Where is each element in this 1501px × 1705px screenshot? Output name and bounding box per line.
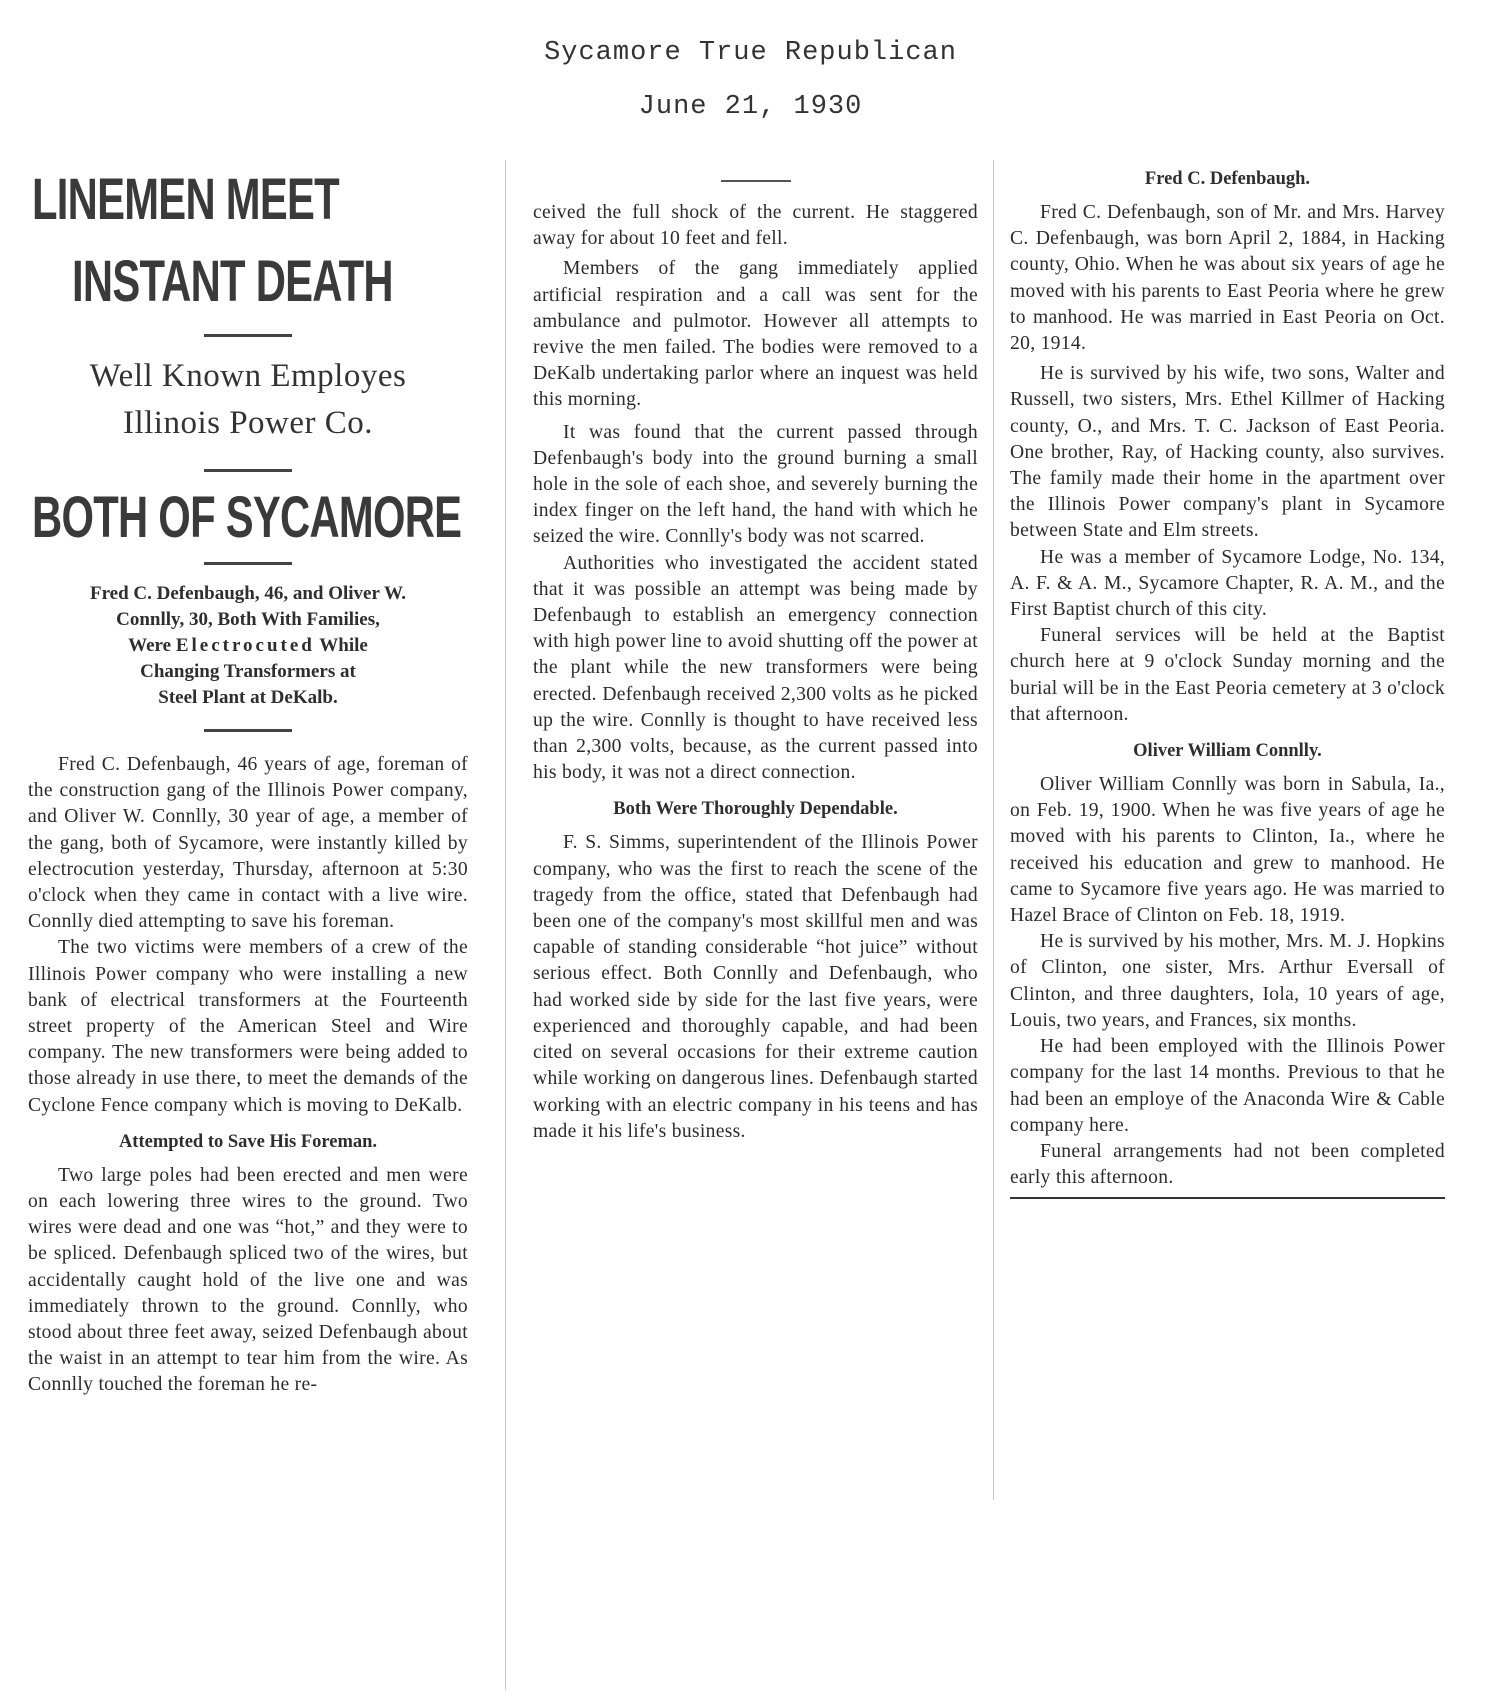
article-paragraph: Members of the gang immediately applied artificial respiration and a call was sent for the ambulance and pulmotor. However all attempts to revive the men failed. The bodies were removed to a DeKalb undertaking parlor where an inquest was held this morning. <box>533 258 978 411</box>
article-column-1 <box>28 160 468 1399</box>
obituary-heading-defenbaugh: Fred C. Defenbaugh. <box>1144 169 1311 189</box>
headline-line-2: INSTANT DEATH <box>72 249 393 314</box>
obituary-paragraph: He is survived by his wife, two sons, Walter and Russell, two sisters, Mrs. Ethel Killmer of Hacking county, O., and Mrs. T. C. Jackson of East Peoria. One brother, Ray, of Hacking county, also survives. The family made their home in the apartment over the Illinois Power company's plant in Sycamore between State and Elm streets. <box>1010 363 1445 542</box>
summary-divider <box>204 729 292 732</box>
headline-line-3: BOTH OF SYCAMORE <box>32 485 462 550</box>
article-paragraph: Authorities who investigated the accident stated that it was possible an attempt was being made by Defenbaugh to establish an emergency connection with high power line to avoid shutting off the power at the plant while the new transformers were being erected. Defenbaugh received 2,300 volts as he picked up the wire. Connlly is thought to have received less than 2,300 volts, because, as the current passed into his body, it was not a direct connection. <box>533 552 978 784</box>
headline-line-1: LINEMEN MEET <box>32 167 339 232</box>
article-paragraph: Fred C. Defenbaugh, 46 years of age, foreman of the construction gang of the Illinois Power company, and Oliver W. Connlly, 30 year of age, a member of the gang, both of Sycamore, were instantly killed by electrocution yesterday, Thursday, afternoon at 5:30 o'clock when they came in contact with a live wire. Connlly died attempting to save his foreman. <box>28 754 468 933</box>
newspaper-name: Sycamore True Republican <box>544 38 957 68</box>
obituary-paragraph: Fred C. Defenbaugh, son of Mr. and Mrs. Harvey C. Defenbaugh, was born April 2, 1884, in Hacking county, Ohio. When he was about six years of age he moved with his parents to East Peoria where he grew to manhood. He was married in East Peoria on Oct. 20, 1914. <box>1010 202 1445 355</box>
article-end-rule <box>1010 1197 1445 1199</box>
summary-word: Were <box>128 635 172 656</box>
deck-headline-1: Well Known Employes <box>89 358 407 394</box>
article-paragraph: It was found that the current passed through Defenbaugh's body into the ground burning a small hole in the sole of each shoe, and severely burning the index finger on the left hand, the hand with which he seized the wire. Connlly's body was not scarred. <box>533 421 978 548</box>
obituary-paragraph: Funeral services will be held at the Baptist church here at 9 o'clock Sunday morning and the burial will be in the East Peoria cemetery at 3 o'clock that afternoon. <box>1010 625 1445 725</box>
section-subhead: Both Were Thoroughly Dependable. <box>613 799 898 820</box>
column-top-rule <box>721 180 791 182</box>
summary-word-spaced: Electrocuted <box>175 635 315 656</box>
obituary-paragraph: He is survived by his mother, Mrs. M. J. Hopkins of Clinton, one sister, Mrs. Arthur Eversall of Clinton, and three daughters, Iola, 10 years of age, Louis, two years, and Frances, six months. <box>1010 931 1445 1031</box>
article-paragraph: F. S. Simms, superintendent of the Illinois Power company, who was the first to reach the scene of the tragedy from the office, stated that Defenbaugh had been one of the company's most skillful men and was capable of standing considerable “hot juice” without serious effect. Both Connlly and Defenbaugh, who had worked side by side for the last five years, were experienced and thoroughly capable, and had been cited on several occasions for their extreme caution while working on dangerous lines. Defenbaugh started working with an electric company in his teens and has made it his life's business. <box>533 832 978 1142</box>
obituary-paragraph: Oliver William Connlly was born in Sabula, Ia., on Feb. 19, 1900. When he was five years of age he moved with his parents to Clinton, Ia., where he received his education and grew to manhood. He came to Sycamore five years ago. He was married to Hazel Brace of Clinton on Feb. 18, 1919. <box>1010 774 1445 927</box>
article-paragraph: Two large poles had been erected and men were on each lowering three wires to the ground. Two wires were dead and one was “hot,” and they were to be spliced. Defenbaugh spliced two of the wires, but accidentally caught hold of the live one and was immediately thrown to the ground. Connlly, who stood about three feet away, seized Defenbaugh about the waist in an attempt to tear him from the wire. As Connlly touched the foreman he re- <box>28 1164 468 1396</box>
obituary-paragraph: He had been employed with the Illinois Power company for the last 14 months. Previous to that he had been an employe of the Anaconda Wire & Cable company here. <box>1010 1036 1445 1136</box>
publication-date: June 21, 1930 <box>638 92 863 122</box>
deck-headline-2: Illinois Power Co. <box>122 405 374 441</box>
summary-line: Fred C. Defenbaugh, 46, and Oliver W. <box>89 583 406 604</box>
summary-line: Changing Transformers at <box>140 661 356 682</box>
column-divider <box>505 160 506 1690</box>
obituary-paragraph: He was a member of Sycamore Lodge, No. 134, A. F. & A. M., Sycamore Chapter, R. A. M., and the First Baptist church of this city. <box>1010 546 1445 621</box>
article-column-2 <box>533 160 978 1145</box>
headline-divider <box>204 334 292 337</box>
summary-line <box>36 633 460 659</box>
article-column-3 <box>1010 160 1445 1199</box>
obituary-paragraph: Funeral arrangements had not been completed early this afternoon. <box>1010 1140 1445 1189</box>
column-divider <box>993 160 994 1500</box>
section-subhead: Attempted to Save His Foreman. <box>118 1131 378 1152</box>
summary-word: While <box>319 635 368 656</box>
summary-deck <box>36 581 460 711</box>
obituary-heading-connlly: Oliver William Connlly. <box>1133 741 1322 762</box>
article-paragraph: ceived the full shock of the current. He staggered away for about 10 feet and fell. <box>533 202 978 250</box>
summary-line: Steel Plant at DeKalb. <box>158 687 338 708</box>
article-paragraph: The two victims were members of a crew of the Illinois Power company who were installing a new bank of electrical transformers at the Fourteenth street property of the American Steel and Wire company. The new transformers were being added to those already in use there, to meet the demands of the Cyclone Fence company which is moving to DeKalb. <box>28 937 468 1116</box>
headline-divider <box>204 469 292 472</box>
summary-line: Connlly, 30, Both With Families, <box>116 609 380 630</box>
headline-divider <box>204 562 292 565</box>
